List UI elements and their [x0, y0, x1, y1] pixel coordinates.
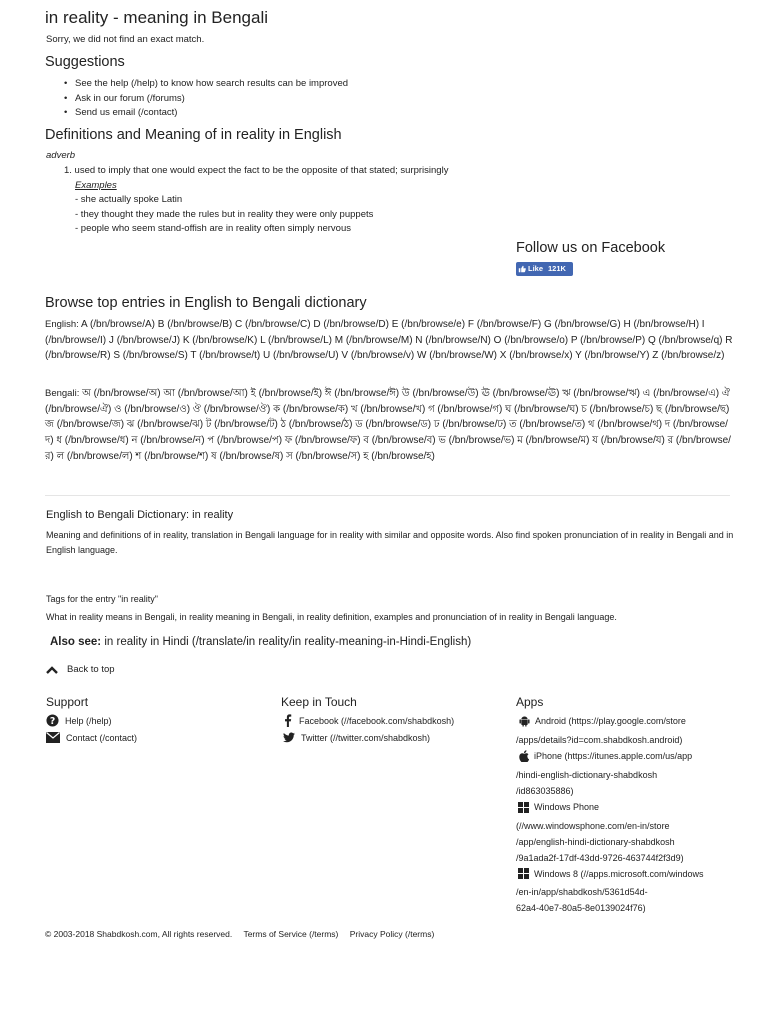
android-icon — [519, 715, 530, 727]
privacy-link[interactable]: Privacy Policy (/terms) — [349, 929, 435, 939]
twitter-label: Twitter (//twitter.com/shabdkosh) — [301, 732, 431, 743]
help-link[interactable] — [46, 714, 112, 727]
windows-icon — [518, 802, 529, 813]
help-label: Help (/help) — [65, 715, 112, 726]
bengali-letter-links[interactable]: অ (/bn/browse/অ) আ (/bn/browse/আ) ই (/bn/browse/ই) ঈ (/bn/browse/ঈ) উ (/bn/browse/উ) ঊ (/bn/browse/ঊ) ঋ (/bn/browse/ঋ) এ (/bn/browse/এ) ঐ (/bn/browse/ঐ) ও (/bn/browse/ও) ঔ (/bn/browse/ঔ) ক (/bn/browse/ক) খ (/bn/browse/খ) গ (/bn/browse/গ) ঘ (/bn/browse/ঘ) চ (/bn/browse/চ) ছ (/bn/browse/ছ) জ (/bn/browse/জ) ঝ (/bn/browse/ঝ) ট (/bn/browse/ট) ঠ (/bn/browse/ঠ) ড (/bn/browse/ড) ঢ (/bn/browse/ঢ) ত (/bn/browse/ত) থ (/bn/browse/থ) দ (/bn/browse/দ) ধ (/bn/browse/ধ) ন (/bn/browse/ন) প (/bn/browse/প) ফ (/bn/browse/ফ) ব (/bn/browse/ব) ভ (/bn/browse/ভ) ম (/bn/browse/ম) য (/bn/browse/য) র (/bn/browse/র) ল (/bn/browse/ল) শ (/bn/browse/শ) ষ (/bn/browse/ষ) স (/bn/browse/স) হ (/bn/browse/হ) — [45, 388, 731, 462]
windows-8-app-link[interactable] — [516, 866, 746, 917]
windows-8-label-2: /en-in/app/shabdkosh/5361d54d- — [516, 887, 648, 897]
keep-in-touch-heading: Keep in Touch — [281, 695, 357, 709]
suggestion-help-link[interactable]: • See the help (/help) to know how search results can be improved — [64, 77, 348, 92]
dictionary-description: Meaning and definitions of in reality, translation in Bengali language for in reality with similar and opposite words. Also find spoken pronunciation of in reality in Bengali and in English language. — [46, 530, 734, 555]
iphone-label-1: iPhone (https://itunes.apple.com/us/app — [534, 751, 693, 761]
english-letter-links[interactable]: A (/bn/browse/A) B (/bn/browse/B) C (/bn/browse/C) D (/bn/browse/D) E (/bn/browse/e) F (/bn/browse/F) G (/bn/browse/G) H (/bn/browse/H) I (/bn/browse/I) J (/bn/browse/J) K (/bn/browse/K) L (/bn/browse/L) M (/bn/browse/M) N (/bn/browse/N) O (/bn/browse/o) P (/bn/browse/P) Q (/bn/browse/q) R (/bn/browse/R) S (/bn/browse/S) T (/bn/browse/t) U (/bn/browse/U) V (/bn/browse/v) W (/bn/browse/W) X (/bn/browse/x) Y (/bn/browse/Y) Z (/bn/browse/z) — [45, 319, 733, 362]
facebook-link[interactable] — [283, 714, 454, 727]
also-see-label: Also see: — [50, 636, 102, 648]
example-item: - people who seem stand-offish are in reality often simply nervous — [75, 223, 351, 234]
windows-8-label-1: Windows 8 (//apps.microsoft.com/windows — [534, 868, 704, 879]
section-divider — [45, 495, 730, 496]
android-label-2: /apps/details?id=com.shabdkosh.android) — [516, 735, 683, 745]
windows-phone-label-2: (//www.windowsphone.com/en-in/store — [516, 820, 670, 831]
bengali-label: Bengali: — [45, 388, 80, 399]
also-see — [50, 636, 471, 648]
also-see-hindi-link[interactable]: in reality in Hindi (/translate/in reality/in reality-meaning-in-Hindi-English) — [104, 636, 472, 648]
apple-icon — [519, 750, 529, 762]
windows-icon — [518, 868, 529, 879]
facebook-icon — [283, 714, 293, 727]
browse-heading: Browse top entries in English to Bengali dictionary — [45, 295, 367, 311]
apps-heading: Apps — [516, 695, 544, 709]
iphone-label-2: /hindi-english-dictionary-shabdkosh — [516, 770, 658, 780]
example-item: - she actually spoke Latin — [75, 194, 183, 205]
suggestion-email-link[interactable]: • Send us email (/contact) — [64, 106, 348, 121]
thumbs-up-icon — [516, 262, 528, 276]
like-count: 121K — [548, 264, 566, 273]
back-to-top-link[interactable] — [46, 664, 115, 675]
facebook-follow-heading: Follow us on Facebook — [516, 240, 666, 256]
suggestions-heading: Suggestions — [45, 54, 125, 70]
bengali-browse-index[interactable] — [45, 386, 735, 465]
iphone-app-link[interactable] — [516, 748, 746, 799]
terms-link[interactable]: Terms of Service (/terms) — [243, 929, 339, 939]
facebook-label: Facebook (//facebook.com/shabdkosh) — [299, 715, 455, 726]
chevron-up-icon — [46, 665, 58, 674]
copyright-text: © 2003-2018 Shabdkosh.com, All rights reserved. — [45, 929, 233, 939]
english-browse-index[interactable] — [45, 317, 735, 364]
twitter-link[interactable] — [283, 732, 430, 743]
iphone-label-3: /id863035886) — [516, 786, 574, 796]
definition-text: 1. used to imply that one would expect the fact to be the opposite of that stated; surprisingly — [64, 165, 449, 176]
svg-text:?: ? — [49, 715, 56, 727]
tags-heading: Tags for the entry "in reality" — [46, 594, 158, 604]
no-match-message: Sorry, we did not find an exact match. — [46, 34, 205, 45]
twitter-icon — [283, 732, 295, 743]
suggestion-forum-link[interactable]: • Ask in our forum (/forums) — [64, 92, 348, 107]
windows-phone-label-3: /app/english-hindi-dictionary-shabdkosh — [516, 836, 675, 847]
tags-text: What in reality means in Bengali, in reality meaning in Bengali, in reality definition, examples and pronunciation of in reality in Bengali language. — [46, 612, 617, 622]
part-of-speech: adverb — [46, 150, 76, 161]
android-label-1: Android (https://play.google.com/store — [535, 716, 686, 726]
question-circle-icon — [46, 714, 59, 727]
english-label: English: — [45, 319, 79, 330]
windows-8-label-3: 62a4-40e7-80a5-8e0139024f76) — [516, 903, 646, 913]
apps-list — [516, 713, 746, 916]
facebook-like-button[interactable] — [516, 262, 573, 276]
dictionary-heading: English to Bengali Dictionary: in reality — [46, 509, 234, 521]
back-to-top-label: Back to top — [67, 664, 115, 675]
contact-label: Contact (/contact) — [66, 732, 138, 743]
suggestions-list — [64, 77, 348, 121]
page-title: in reality - meaning in Bengali — [45, 8, 269, 27]
definitions-heading: Definitions and Meaning of in reality in English — [45, 127, 342, 143]
envelope-icon — [46, 732, 60, 743]
windows-phone-label-4: /9a1ada2f-17df-43dd-9726-463744f2f3d9) — [516, 852, 684, 863]
contact-link[interactable] — [46, 732, 137, 743]
support-heading: Support — [46, 695, 89, 709]
footer-bottom — [45, 929, 443, 939]
android-app-link[interactable] — [516, 713, 746, 748]
example-item: - they thought they made the rules but in reality they were only puppets — [75, 209, 374, 220]
like-label: Like — [528, 264, 544, 273]
windows-phone-app-link[interactable] — [516, 799, 746, 866]
windows-phone-label-1: Windows Phone — [534, 802, 600, 812]
examples-label: Examples — [75, 180, 117, 191]
